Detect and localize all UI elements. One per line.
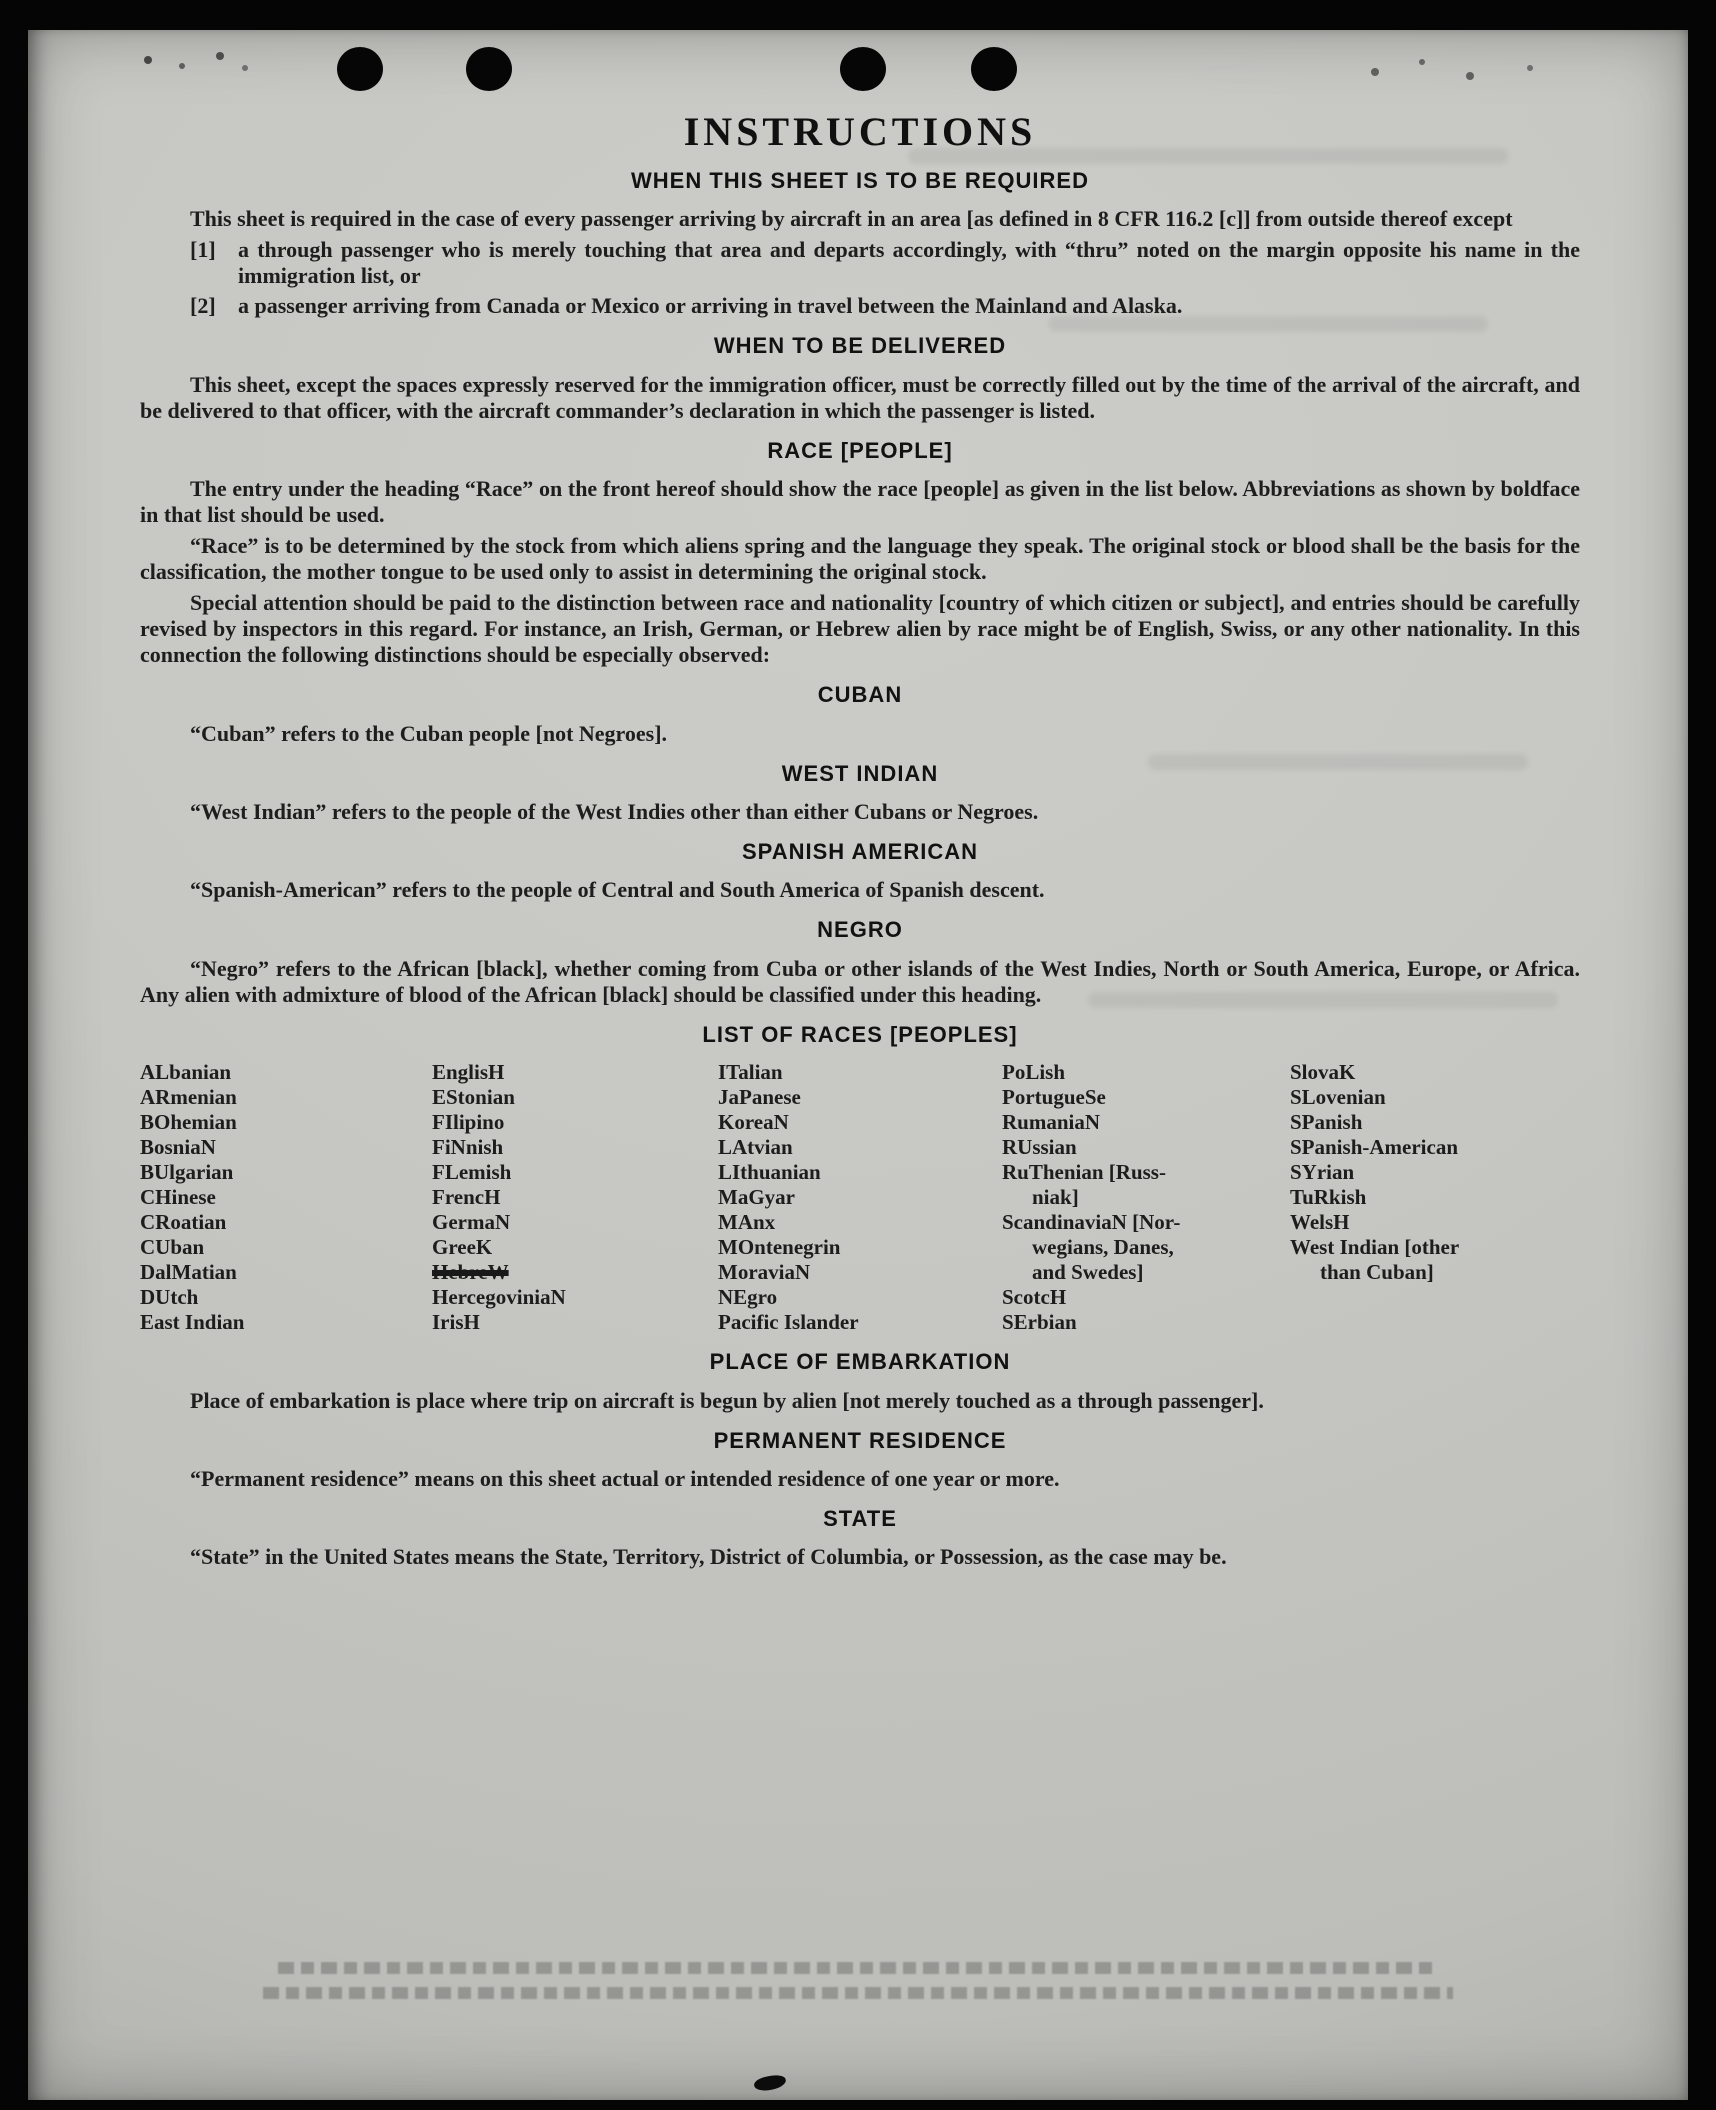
race-entry-struck-out: HebreW xyxy=(432,1260,509,1285)
race-entry: HercegoviniaN xyxy=(432,1285,566,1310)
race-entry: LIthuanian xyxy=(718,1160,821,1185)
race-entry: EStonian xyxy=(432,1085,515,1110)
race-entry: SYrian xyxy=(1290,1160,1355,1185)
race-entry: ARmenian xyxy=(140,1085,237,1110)
race-entry: GermaN xyxy=(432,1210,511,1235)
race-entry: FiNnish xyxy=(432,1135,504,1160)
paragraph-required-intro: This sheet is required in the case of every passenger arriving by aircraft in an area [as defined in 8 CFR 116.2 [c]] from outside thereof except xyxy=(190,206,1513,232)
race-entry: Pacific Islander xyxy=(718,1310,859,1335)
race-entry: CRoatian xyxy=(140,1210,227,1235)
document-content xyxy=(28,30,1688,1570)
scanned-document-page xyxy=(28,30,1688,2100)
item-text: a through passenger who is merely touching that area and departs accordingly, with “thru” noted on the margin opposite his name in the immigration list, or xyxy=(238,237,1580,289)
race-entry: LAtvian xyxy=(718,1135,793,1160)
numbered-item-2 xyxy=(190,293,1580,319)
races-table xyxy=(140,1060,1580,1335)
race-entry: WelsH xyxy=(1290,1210,1350,1235)
item-text: a passenger arriving from Canada or Mexico or arriving in travel between the Mainland and Alaska. xyxy=(238,293,1183,319)
section-heading-west-indian: WEST INDIAN xyxy=(781,760,939,786)
paragraph-state: “State” in the United States means the State, Territory, District of Columbia, or Possession, as the case may be. xyxy=(190,1544,1227,1570)
race-entry: MOntenegrin xyxy=(718,1235,841,1260)
section-heading-cuban: CUBAN xyxy=(817,682,903,708)
race-entry: BosniaN xyxy=(140,1135,216,1160)
race-entry: DalMatian xyxy=(140,1260,237,1285)
races-column-4 xyxy=(1002,1060,1290,1335)
race-entry: ScandinaviaN [Nor- xyxy=(1002,1210,1181,1235)
paragraph-race-3: Special attention should be paid to the distinction between race and nationality [country of which citizen or subject], and entries should be carefully revised by inspectors in this regard. For instance, an Irish, German, or Hebrew alien by race might be of English, Swiss, or any other nationality. In this connection the following distinctions should be especially observed: xyxy=(140,590,1580,668)
section-heading-negro: NEGRO xyxy=(817,917,903,943)
race-entry-continuation: wegians, Danes, xyxy=(1032,1235,1174,1260)
race-entry: RuThenian [Russ- xyxy=(1002,1160,1166,1185)
document-title: INSTRUCTIONS xyxy=(683,109,1037,154)
races-column-3 xyxy=(718,1060,1002,1335)
race-entry: MaGyar xyxy=(718,1185,795,1210)
race-entry: RUssian xyxy=(1002,1135,1077,1160)
race-entry: FrencH xyxy=(432,1185,501,1210)
section-heading-embarkation: PLACE OF EMBARKATION xyxy=(709,1349,1011,1375)
race-entry: SErbian xyxy=(1002,1310,1077,1335)
race-entry-continuation: than Cuban] xyxy=(1320,1260,1434,1285)
section-heading-residence: PERMANENT RESIDENCE xyxy=(713,1427,1007,1453)
paragraph-spanish-american: “Spanish-American” refers to the people of Central and South America of Spanish descent. xyxy=(190,877,1045,903)
races-column-2 xyxy=(432,1060,718,1335)
race-entry: CUban xyxy=(140,1235,205,1260)
race-entry: ALbanian xyxy=(140,1060,232,1085)
race-entry: RumaniaN xyxy=(1002,1110,1101,1135)
race-entry: CHinese xyxy=(140,1185,216,1210)
paragraph-cuban: “Cuban” refers to the Cuban people [not Negroes]. xyxy=(190,720,668,746)
paragraph-west-indian: “West Indian” refers to the people of the West Indies other than either Cubans or Negroes. xyxy=(190,798,1039,824)
race-entry: EnglisH xyxy=(432,1060,505,1085)
section-heading-list-of-races: LIST OF RACES [PEOPLES] xyxy=(702,1021,1018,1047)
section-heading-when-required: WHEN THIS SHEET IS TO BE REQUIRED xyxy=(631,168,1089,193)
section-heading-state: STATE xyxy=(823,1505,897,1531)
race-entry: SPanish xyxy=(1290,1110,1363,1135)
faint-footer-text-artifact xyxy=(263,1987,1453,1999)
race-entry: IrisH xyxy=(432,1310,480,1335)
section-heading-race: RACE [PEOPLE] xyxy=(767,437,953,463)
paragraph-race-2: “Race” is to be determined by the stock from which aliens spring and the language they speak. The original stock or blood shall be the basis for the classification, the mother tongue to be used only to assist in determining the original stock. xyxy=(140,533,1580,585)
race-entry: ScotcH xyxy=(1002,1285,1067,1310)
paragraph-race-1: The entry under the heading “Race” on the front hereof should show the race [people] as given in the list below. Abbreviations as shown by boldface in that list should be used. xyxy=(140,476,1580,528)
race-entry: East Indian xyxy=(140,1310,245,1335)
race-entry: BOhemian xyxy=(140,1110,237,1135)
race-entry: MoraviaN xyxy=(718,1260,811,1285)
race-entry: KoreaN xyxy=(718,1110,789,1135)
paragraph-negro: “Negro” refers to the African [black], whether coming from Cuba or other islands of the West Indies, North or South America, Europe, or Africa. Any alien with admixture of blood of the African [black] should be classified under this heading. xyxy=(140,955,1580,1007)
numbered-item-1 xyxy=(190,237,1580,289)
item-marker: [1] xyxy=(190,237,216,263)
race-entry: SlovaK xyxy=(1290,1060,1356,1085)
paragraph-residence: “Permanent residence” means on this sheet actual or intended residence of one year or more. xyxy=(190,1465,1060,1491)
race-entry: SPanish-American xyxy=(1290,1135,1458,1160)
races-column-1 xyxy=(140,1060,432,1335)
race-entry: DUtch xyxy=(140,1285,199,1310)
section-heading-spanish-american: SPANISH AMERICAN xyxy=(741,838,978,864)
races-column-5 xyxy=(1290,1060,1580,1335)
item-marker: [2] xyxy=(190,293,216,319)
race-entry-continuation: niak] xyxy=(1032,1185,1079,1210)
race-entry: PoLish xyxy=(1002,1060,1066,1085)
race-entry: FIlipino xyxy=(432,1110,505,1135)
ink-smudge-artifact xyxy=(753,2074,787,2092)
paragraph-delivered: This sheet, except the spaces expressly reserved for the immigration officer, must be correctly filled out by the time of the arrival of the aircraft, and be delivered to that officer, with the aircraft commander’s declaration in which the passenger is listed. xyxy=(140,371,1580,423)
race-entry: GreeK xyxy=(432,1235,493,1260)
paragraph-embarkation: Place of embarkation is place where trip on aircraft is begun by alien [not merely touched as a through passenger]. xyxy=(190,1387,1264,1413)
race-entry: West Indian [other xyxy=(1290,1235,1460,1260)
section-heading-when-delivered: WHEN TO BE DELIVERED xyxy=(713,333,1007,359)
race-entry: FLemish xyxy=(432,1160,512,1185)
race-entry: MAnx xyxy=(718,1210,776,1235)
race-entry: SLovenian xyxy=(1290,1085,1386,1110)
race-entry: JaPanese xyxy=(718,1085,801,1110)
race-entry: ITalian xyxy=(718,1060,783,1085)
race-entry: TuRkish xyxy=(1290,1185,1367,1210)
faint-footer-text-artifact xyxy=(278,1962,1438,1974)
race-entry: BUlgarian xyxy=(140,1160,234,1185)
race-entry-continuation: and Swedes] xyxy=(1032,1260,1144,1285)
race-entry: NEgro xyxy=(718,1285,778,1310)
race-entry: PortugueSe xyxy=(1002,1085,1106,1110)
